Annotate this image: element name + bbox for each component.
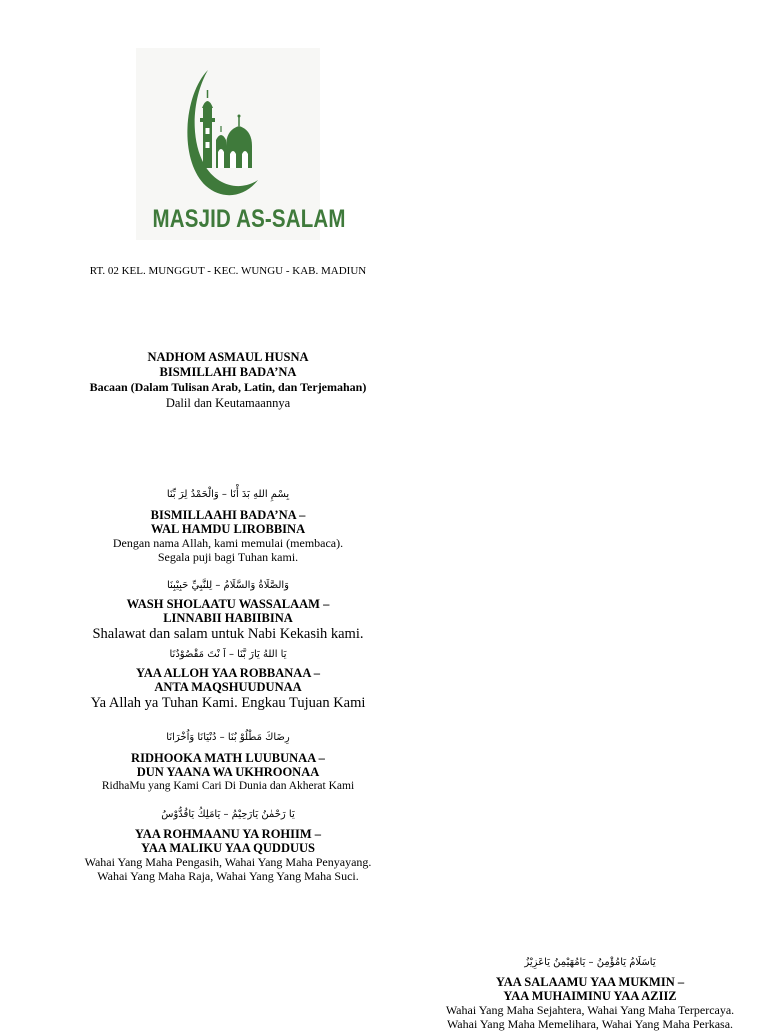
latin-text: YAA MUHAIMINU YAA AZIIZ (503, 989, 677, 1003)
arabic-text: وَالصَّلَاةُ وَالسَّلَامُ – لِلنَّبِيِّ حَبِيْبِنَا (166, 580, 289, 591)
mosque-crescent-icon (182, 68, 262, 200)
translation-text: Wahai Yang Maha Raja, Wahai Yang Yang Maha Suci. (97, 869, 359, 883)
arabic-text: يَا رَحْمٰنُ يَارَحِيْمُ – يَامَلِكُ يَاقُدُّوْسُ (161, 809, 295, 820)
verse-2 (60, 579, 396, 643)
latin-text: ANTA MAQSHUUDUNAA (154, 680, 302, 694)
translation-text: Wahai Yang Maha Pengasih, Wahai Yang Maha Penyayang. (84, 855, 372, 869)
logo-text: MASJID AS-SALAM (152, 205, 346, 233)
title-line-2: BISMILLAHI BADA’NA (159, 365, 297, 379)
verse-6 (412, 956, 768, 1031)
latin-text: LINNABII HABIIBINA (163, 611, 293, 625)
verse-3 (60, 648, 396, 712)
verse-4 (60, 731, 396, 793)
title-line-1: NADHOM ASMAUL HUSNA (147, 350, 309, 364)
latin-text: WASH SHOLAATU WASSALAAM – (126, 597, 330, 611)
translation-text: Dengan nama Allah, kami memulai (membaca). (112, 536, 344, 550)
title-subtitle: Bacaan (Dalam Tulisan Arab, Latin, dan Terjemahan) (89, 380, 367, 394)
translation-text: Ya Allah ya Tuhan Kami. Engkau Tujuan Kami (90, 695, 366, 711)
arabic-text: رِضَاكَ مَطْلُوْ بُنَا – دُنْيَانَا وَاُخْرَانَا (166, 732, 290, 743)
latin-text: DUN YAANA WA UKHROONAA (136, 765, 320, 779)
address-line: RT. 02 KEL. MUNGGUT - KEC. WUNGU - KAB. MADIUN (89, 265, 367, 277)
latin-text: RIDHOOKA MATH LUUBUNAA – (131, 751, 325, 765)
arabic-text: بِسْمِ اللهِ بَدَ أْنَا – وَالْحَمْدُ لِرَ بِّنَا (166, 489, 290, 500)
verse-1 (60, 488, 396, 564)
verse-5 (60, 808, 396, 883)
translation-text: Wahai Yang Maha Memelihara, Wahai Yang Maha Perkasa. (446, 1017, 734, 1031)
document-title (60, 350, 396, 411)
title-description: Dalil dan Keutamaannya (165, 396, 291, 410)
latin-text: YAA SALAAMU YAA MUKMIN – (495, 975, 685, 989)
translation-text: Shalawat dan salam untuk Nabi Kekasih kami. (92, 626, 364, 642)
latin-text: YAA ALLOH YAA ROBBANAA – (135, 666, 321, 680)
latin-text: YAA MALIKU YAA QUDDUUS (141, 841, 315, 855)
translation-text: Segala puji bagi Tuhan kami. (157, 550, 299, 564)
arabic-text: يَا اللهُ يَارَ بَّنَا – اَ نْتَ مَقْصُوْدُنَا (169, 649, 287, 660)
masjid-logo (136, 48, 346, 240)
arabic-text: يَاسَلَامُ يَامُؤْمِنُ – يَامُهَيْمِنُ يَاعَزِيْزُ (524, 957, 656, 968)
latin-text: WAL HAMDU LIROBBINA (150, 522, 306, 536)
latin-text: YAA ROHMAANU YA ROHIIM – (134, 827, 322, 841)
translation-text: RidhaMu yang Kami Cari Di Dunia dan Akherat Kami (101, 780, 355, 792)
latin-text: BISMILLAAHI BADA’NA – (150, 508, 306, 522)
translation-text: Wahai Yang Maha Sejahtera, Wahai Yang Maha Terpercaya. (445, 1003, 735, 1017)
